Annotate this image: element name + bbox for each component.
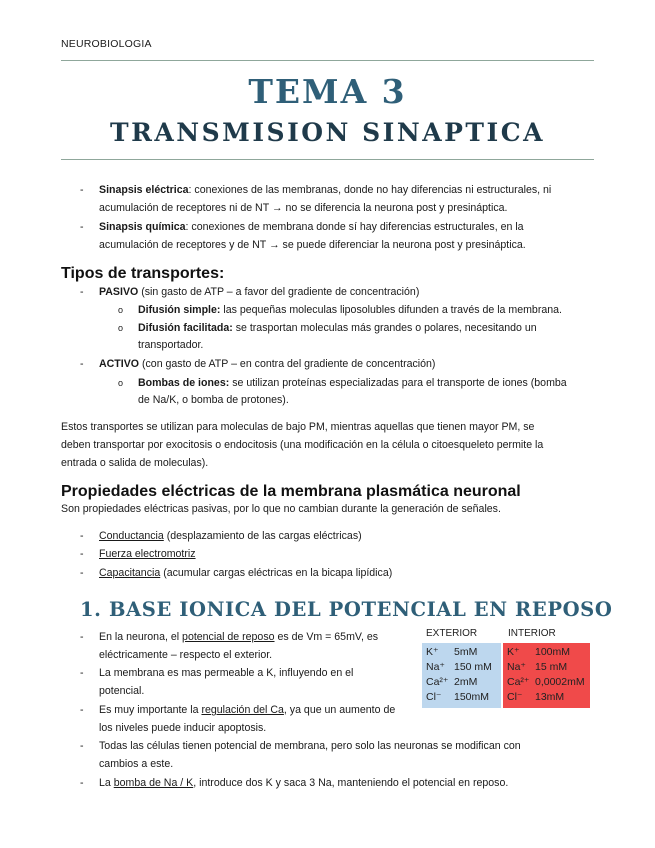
ion-row	[507, 675, 590, 690]
text-line: potencial.	[99, 685, 145, 697]
list-dash: -	[80, 567, 84, 579]
term-emf: Fuerza electromotriz	[99, 548, 196, 560]
text-line: eléctricamente – respecto el exterior.	[99, 649, 273, 661]
text-line: se trasportan moleculas más grandes o polares, necesitando un	[232, 322, 537, 334]
bullet-circle-icon: o	[118, 323, 124, 333]
running-header: NEUROBIOLOGIA	[61, 38, 152, 50]
exterior-concentration-box	[422, 643, 501, 708]
text-line: (con gasto de ATP – en contra del gradiente de concentración)	[139, 358, 436, 370]
page-subtitle: TRANSMISION SINAPTICA	[109, 118, 546, 147]
label-exterior: EXTERIOR	[426, 628, 478, 639]
text-line: : conexiones de membrana donde sí hay diferencias estructurales, en la	[185, 221, 524, 233]
list-dash: -	[80, 358, 84, 370]
text-line: acumulación de receptores y de NT → se puede diferenciar la neurona post y presináptica.	[99, 239, 526, 251]
ion-value: 2mM	[454, 676, 478, 688]
term-active: ACTIVO	[99, 358, 140, 370]
ion-row	[507, 690, 590, 705]
ion-symbol: Cl⁻	[507, 691, 523, 703]
term-ion-pumps: Bombas de iones:	[138, 377, 230, 389]
list-dash: -	[80, 548, 84, 560]
ion-value: 150 mM	[454, 661, 492, 673]
paragraph-line: Estos transportes se utilizan para moleculas de bajo PM, mientras aquellas que tienen mayor PM, se	[61, 421, 535, 433]
list-item-chemical-synapse	[99, 218, 594, 236]
page-title: TEMA 3	[248, 72, 407, 111]
list-item-ca-regulation	[99, 701, 412, 719]
text-line: En la neurona, el	[99, 631, 183, 643]
ion-symbol: K⁺	[426, 646, 439, 658]
ion-value: 15 mM	[535, 661, 568, 673]
ion-row	[426, 690, 501, 705]
list-dash: -	[80, 667, 84, 679]
ion-symbol: Ca²⁺	[426, 676, 449, 688]
term-capacitance: Capacitancia	[99, 567, 161, 579]
text-line: acumulación de receptores ni de NT → no se diferencia la neurona post y presináptica.	[99, 202, 508, 214]
text-line: de Na/K, o bomba de protones).	[138, 394, 289, 406]
ion-row	[507, 645, 590, 660]
ion-row	[426, 660, 501, 675]
term-electrical-synapse: Sinapsis eléctrica	[99, 184, 189, 196]
text-line: La	[99, 777, 114, 789]
list-dash: -	[80, 631, 84, 643]
text-line: Es muy importante la	[99, 704, 202, 716]
list-item-na-k-pump	[99, 774, 508, 792]
list-item-membrane-potential: Todas las células tienen potencial de membrana, pero solo las neuronas se modifican con	[99, 740, 521, 752]
ion-symbol: Cl⁻	[426, 691, 442, 703]
text-line: es de Vm = 65mV, es	[274, 631, 379, 643]
text-line: cambios a este.	[99, 758, 174, 770]
term-resting-potential: potencial de reposo	[182, 631, 275, 643]
list-dash: -	[80, 286, 84, 298]
ion-value: 0,0002mM	[535, 676, 585, 688]
list-item-ion-pumps	[138, 374, 594, 392]
text-line: se utilizan proteínas especializadas para el transporte de iones (bomba	[229, 377, 567, 389]
term-na-k-pump: bomba de Na / K	[113, 777, 194, 789]
list-item-conductance	[99, 527, 362, 545]
list-dash: -	[80, 221, 84, 233]
list-item-electrical-synapse	[99, 181, 594, 199]
section-heading-ionic-base: 1. BASE IONICA DEL POTENCIAL EN REPOSO	[80, 598, 613, 621]
text-line: , ya que un aumento de	[283, 704, 396, 716]
bullet-circle-icon: o	[118, 378, 124, 388]
list-item-capacitance	[99, 564, 392, 582]
paragraph-line: entrada o salida de moleculas).	[61, 457, 209, 469]
term-conductance: Conductancia	[99, 530, 164, 542]
interior-concentration-box	[503, 643, 590, 708]
list-dash: -	[80, 530, 84, 542]
term-passive: PASIVO	[99, 286, 139, 298]
ion-symbol: Na⁺	[507, 661, 526, 673]
ion-value: 100mM	[535, 646, 571, 658]
ion-value: 13mM	[535, 691, 565, 703]
label-interior: INTERIOR	[508, 628, 556, 639]
text-line: los niveles puede inducir apoptosis.	[99, 722, 267, 734]
heading-transport-types: Tipos de transportes:	[61, 265, 225, 282]
bullet-circle-icon: o	[118, 305, 124, 315]
text-line: , introduce dos K y saca 3 Na, manteniendo el potencial en reposo.	[193, 777, 509, 789]
ion-symbol: K⁺	[507, 646, 520, 658]
text-line: las pequeñas moleculas liposolubles difunden a través de la membrana.	[220, 304, 562, 316]
list-dash: -	[80, 704, 84, 716]
list-item-k-permeability: La membrana es mas permeable a K, influyendo en el	[99, 667, 354, 679]
title-rule	[61, 159, 594, 160]
ion-row	[426, 675, 501, 690]
header-rule	[61, 60, 594, 61]
list-item-facilitated-diffusion	[138, 319, 594, 337]
ion-value: 5mM	[454, 646, 478, 658]
list-item-emf	[99, 545, 196, 563]
ion-symbol: Ca²⁺	[507, 676, 530, 688]
term-ca-regulation: regulación del Ca	[201, 704, 284, 716]
list-item-passive	[99, 283, 419, 301]
term-chemical-synapse: Sinapsis química	[99, 221, 186, 233]
list-dash: -	[80, 740, 84, 752]
list-item-active	[99, 355, 435, 373]
text-line: : conexiones de las membranas, donde no hay diferencias ni estructurales, ni	[188, 184, 552, 196]
ion-symbol: Na⁺	[426, 661, 445, 673]
text-line: (sin gasto de ATP – a favor del gradiente de concentración)	[138, 286, 420, 298]
list-dash: -	[80, 184, 84, 196]
term-simple-diffusion: Difusión simple:	[138, 304, 221, 316]
paragraph-line: deben transportar por exocitosis o endocitosis (una modificación en la célula o citoesqueleto permite la	[61, 439, 544, 451]
electrical-intro: Son propiedades eléctricas pasivas, por lo que no cambian durante la generación de señales.	[61, 503, 501, 515]
ion-row	[507, 660, 590, 675]
list-dash: -	[80, 777, 84, 789]
text-line: (desplazamiento de las cargas eléctricas)	[163, 530, 362, 542]
list-item-resting-potential	[99, 628, 412, 646]
text-line: (acumular cargas eléctricas en la bicapa lipídica)	[160, 567, 393, 579]
list-item-simple-diffusion	[138, 301, 562, 319]
term-facilitated-diffusion: Difusión facilitada:	[138, 322, 233, 334]
ion-value: 150mM	[454, 691, 490, 703]
text-line: transportador.	[138, 339, 204, 351]
ion-row	[426, 645, 501, 660]
heading-electrical-properties: Propiedades eléctricas de la membrana plasmática neuronal	[61, 483, 521, 500]
